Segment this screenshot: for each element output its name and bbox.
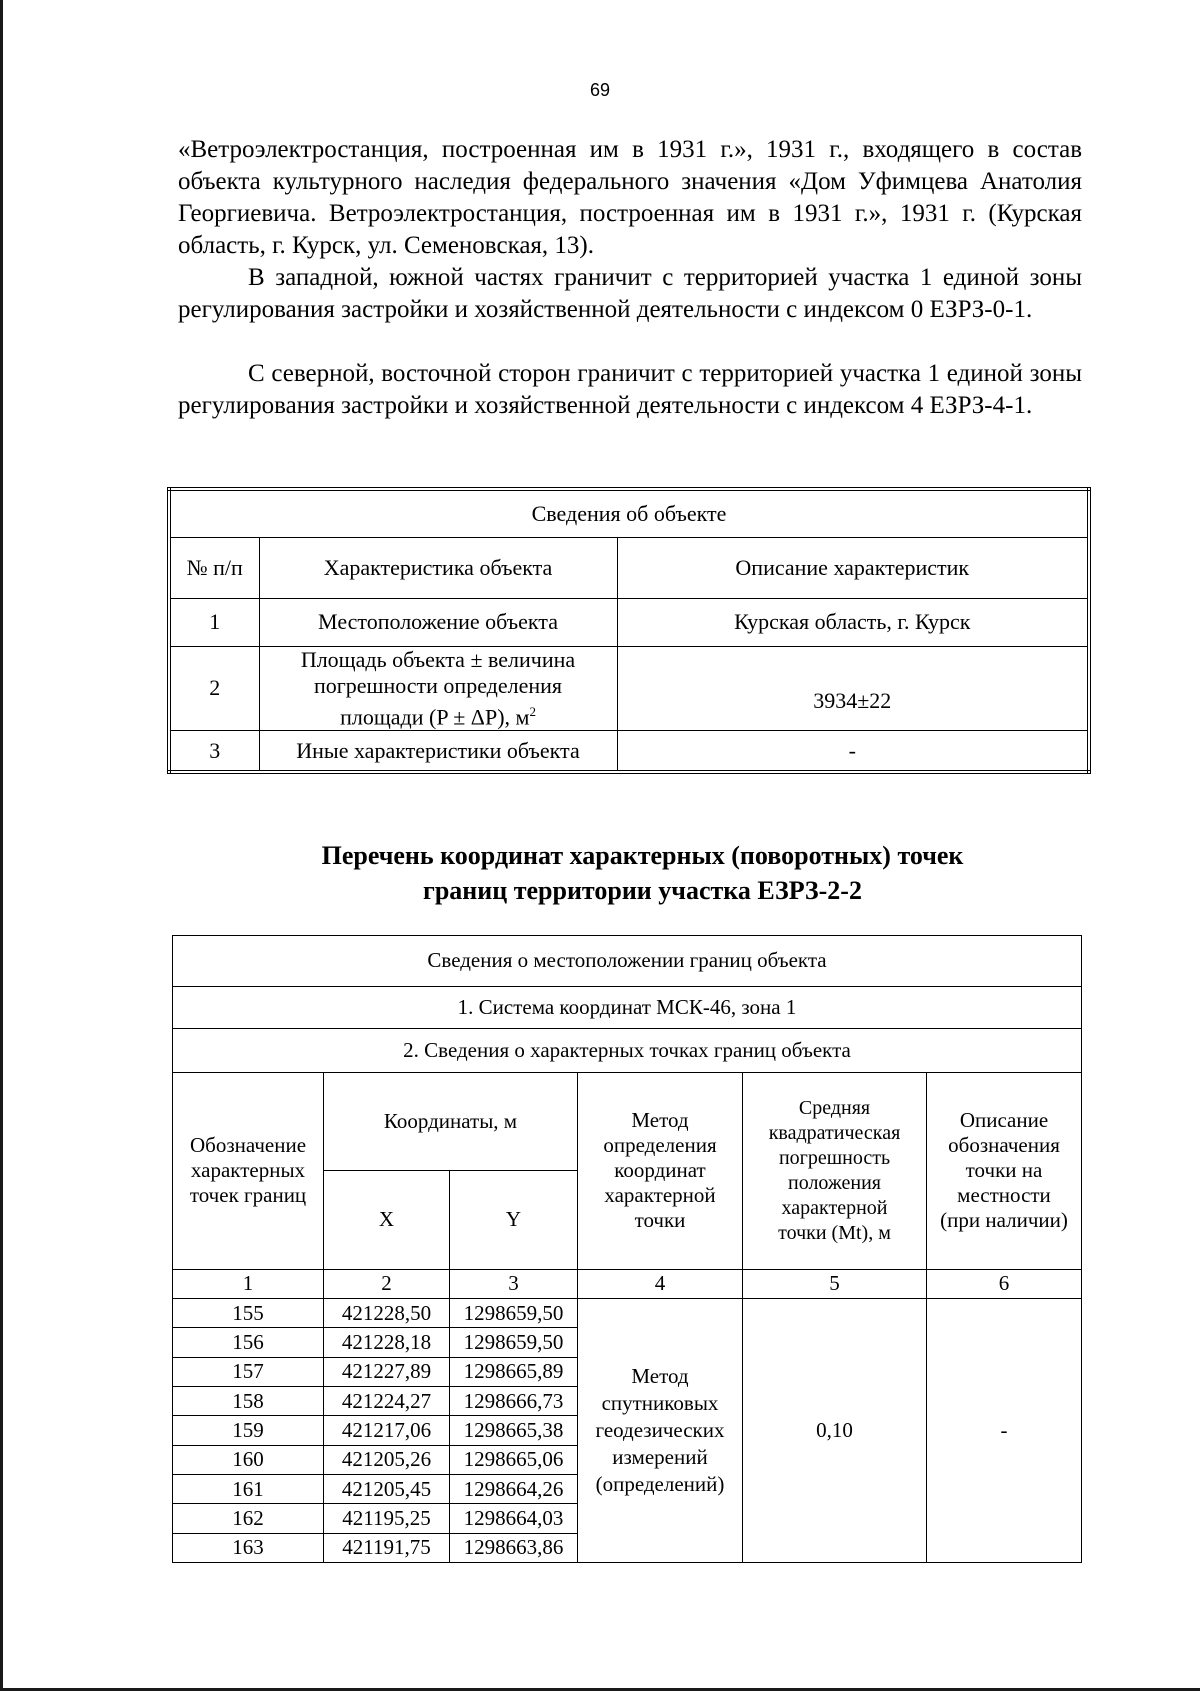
coord-y: 1298665,38: [450, 1416, 578, 1445]
method-line: (определений): [595, 1472, 725, 1496]
header-line: местности: [957, 1183, 1051, 1208]
coord-x: 421217,06: [324, 1416, 450, 1445]
header-characteristic: Характеристика объекта: [259, 537, 617, 598]
method-cell: [578, 1299, 743, 1563]
coord-x: 421191,75: [324, 1533, 450, 1562]
point-id: 161: [173, 1474, 324, 1503]
paragraph-1: «Ветроэлектростанция, построенная им в 1931 г.», 1931 г., входящего в состав объекта культурного наследия федерального значения «Дом Уфимцева Анатолия Георгиевича. Ветроэлектростанция, построенная им в 1931 г.», 1931 г. (Курская область, г. Курск, ул. Семеновская, 13).: [178, 136, 1082, 259]
header-description: Описание характеристик: [617, 537, 1089, 598]
coordinates-table: [172, 935, 1082, 1563]
coords-title-1: Сведения о местоположении границ объекта: [173, 936, 1082, 987]
point-description-cell: -: [927, 1299, 1082, 1563]
point-id: 159: [173, 1416, 324, 1445]
row-description: -: [617, 730, 1089, 772]
section-heading: [180, 838, 1105, 908]
row-number: 3: [169, 730, 259, 772]
column-number: 4: [578, 1269, 743, 1298]
characteristic-line: погрешности определения: [313, 672, 563, 698]
coord-y: 1298665,06: [450, 1445, 578, 1474]
method-line: Метод: [631, 1364, 689, 1388]
heading-line-2: границ территории участка ЕЗРЗ-2-2: [423, 876, 862, 905]
table-row: [173, 1299, 1082, 1328]
header-line: определения: [603, 1133, 717, 1158]
coord-x: 421228,50: [324, 1299, 450, 1328]
header-line: погрешность: [778, 1146, 891, 1169]
header-line: точки (Mt), м: [778, 1221, 891, 1244]
coord-y: 1298659,50: [450, 1328, 578, 1357]
header-line: точки: [634, 1208, 686, 1233]
object-table-title: Сведения об объекте: [169, 489, 1089, 537]
coord-y: 1298666,73: [450, 1386, 578, 1415]
header-line: характерной: [781, 1196, 888, 1219]
coord-y: 1298664,03: [450, 1504, 578, 1533]
characteristic-line: Площадь объекта ± величина: [300, 646, 576, 672]
row-characteristic: Иные характеристики объекта: [259, 730, 617, 772]
row-characteristic: [259, 646, 617, 730]
point-id: 158: [173, 1386, 324, 1415]
header-line: точек границ: [189, 1183, 307, 1208]
point-id: 157: [173, 1357, 324, 1386]
header-line: квадратическая: [768, 1121, 901, 1144]
paragraph-2: В западной, южной частях граничит с территорией участка 1 единой зоны регулирования застройки и хозяйственной деятельности с индексом 0 ЕЗРЗ-0-1.: [178, 264, 1082, 323]
row-number: 2: [169, 646, 259, 730]
row-number: 1: [169, 598, 259, 646]
coord-y: 1298664,26: [450, 1474, 578, 1503]
coord-x: 421205,45: [324, 1474, 450, 1503]
header-line: характерных: [190, 1158, 306, 1183]
row-description: Курская область, г. Курск: [617, 598, 1089, 646]
header-line: (при наличии): [940, 1208, 1068, 1233]
heading-line-1: Перечень координат характерных (поворотных) точек: [321, 841, 964, 870]
error-cell: 0,10: [743, 1299, 927, 1563]
coord-x: 421224,27: [324, 1386, 450, 1415]
coord-x: 421228,18: [324, 1328, 450, 1357]
header-line: Обозначение: [189, 1133, 307, 1158]
header-line: координат: [614, 1158, 706, 1183]
coord-x: 421195,25: [324, 1504, 450, 1533]
column-number: 3: [450, 1269, 578, 1298]
header-coordinates: Координаты, м: [324, 1072, 578, 1170]
paragraph-3: С северной, восточной сторон граничит с территорией участка 1 единой зоны регулирования застройки и хозяйственной деятельности с индексом 4 ЕЗРЗ-4-1.: [178, 360, 1082, 419]
header-line: Метод: [631, 1108, 689, 1133]
point-id: 160: [173, 1445, 324, 1474]
point-id: 163: [173, 1533, 324, 1562]
header-y: Y: [450, 1170, 578, 1269]
method-line: спутниковых: [601, 1391, 719, 1415]
header-line: точки на: [965, 1158, 1043, 1183]
header-line: положения: [788, 1171, 881, 1194]
characteristic-line: [264, 699, 613, 730]
coord-y: 1298659,50: [450, 1299, 578, 1328]
point-id: 156: [173, 1328, 324, 1357]
coords-title-3: 2. Сведения о характерных точках границ объекта: [173, 1029, 1082, 1072]
header-number: № п/п: [169, 537, 259, 598]
characteristic-line-text: площади (P ± ΔP), м: [340, 703, 530, 729]
object-info-table: [167, 487, 1091, 774]
coord-x: 421227,89: [324, 1357, 450, 1386]
point-id: 155: [173, 1299, 324, 1328]
point-id: 162: [173, 1504, 324, 1533]
method-line: геодезических: [595, 1418, 725, 1442]
coord-y: 1298665,89: [450, 1357, 578, 1386]
header-error: [743, 1072, 927, 1269]
header-line: характерной: [604, 1183, 716, 1208]
column-number: 1: [173, 1269, 324, 1298]
coord-x: 421205,26: [324, 1445, 450, 1474]
method-line: измерений: [612, 1445, 708, 1469]
coord-y: 1298663,86: [450, 1533, 578, 1562]
header-method: [578, 1072, 743, 1269]
header-line: Средняя: [798, 1096, 871, 1119]
scan-edge: [0, 0, 3, 1691]
column-number: 6: [927, 1269, 1082, 1298]
header-designation: [173, 1072, 324, 1269]
header-line: обозначения: [948, 1133, 1060, 1158]
page-number: 69: [589, 80, 611, 100]
superscript: 2: [529, 703, 536, 719]
header-line: Описание: [959, 1108, 1049, 1133]
row-characteristic: Местоположение объекта: [259, 598, 617, 646]
header-point-description: [927, 1072, 1082, 1269]
coords-title-2: 1. Система координат МСК-46, зона 1: [173, 986, 1082, 1028]
header-x: X: [324, 1170, 450, 1269]
column-number: 5: [743, 1269, 927, 1298]
column-number: 2: [324, 1269, 450, 1298]
row-description: 3934±22: [617, 646, 1089, 730]
